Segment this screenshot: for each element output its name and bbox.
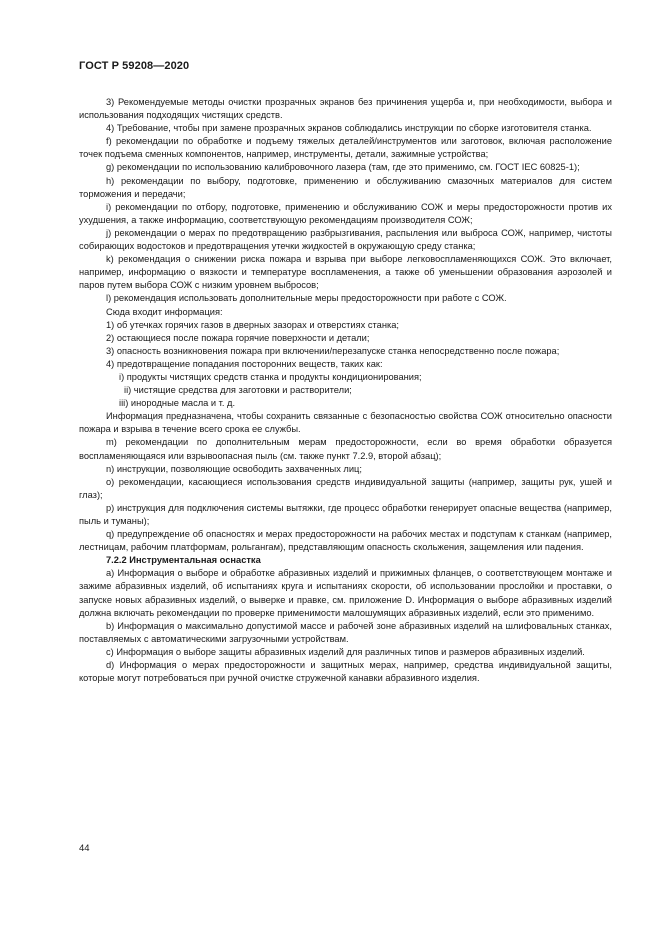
paragraph: o) рекомендации, касающиеся использования средств индивидуальной защиты (например, защиты рук, ушей и глаз); [79, 476, 612, 500]
paragraph: f) рекомендации по обработке и подъему тяжелых деталей/инструментов или заготовок, включая расположение точек подъема сменных компонентов, например, инструменты, детали, зажимные устройства; [79, 136, 612, 160]
document-body [79, 96, 612, 685]
paragraph: 1) об утечках горячих газов в дверных зазорах и отверстиях станка; [106, 319, 400, 330]
paragraph: d) Информация о мерах предосторожности и защитных мерах, например, средства индивидуальной защиты, которые могут потребоваться при ручной очистке стружечной канавки абразивного изделия. [79, 660, 612, 684]
paragraph: h) рекомендации по выбору, подготовке, применению и обслуживанию смазочных материалов для систем торможения и передачи; [79, 175, 612, 199]
paragraph: i) продукты чистящих средств станка и продукты кондиционирования; [119, 371, 422, 382]
paragraph: 2) остающиеся после пожара горячие поверхности и детали; [106, 332, 370, 343]
paragraph: ii) чистящие средства для заготовки и растворители; [124, 385, 352, 396]
paragraph: n) инструкции, позволяющие освободить захваченных лиц; [106, 463, 362, 474]
page-number: 44 [79, 843, 90, 854]
paragraph: g) рекомендации по использованию калибровочного лазера (там, где это применимо, см. ГОСТ IEC 60825-1); [106, 162, 580, 173]
paragraph: 4) Требование, чтобы при замене прозрачных экранов соблюдались инструкции по сборке изготовителя станка. [106, 123, 592, 134]
paragraph: q) предупреждение об опасностях и мерах предосторожности на рабочих местах и подступам к станкам (например, лестницам, рабочим платформам, рольгангам), представляющим опасность скольжения, защемления или падения. [79, 529, 612, 553]
paragraph: k) рекомендация о снижении риска пожара и взрыва при выборе легковоспламеняющихся СОЖ. Это включает, например, информацию о вязкости и температуре воспламенения, а также об уменьшении образования аэрозолей и паров путем выбора СОЖ с низким уровнем выбросов; [79, 254, 612, 291]
paragraph: Сюда входит информация: [106, 306, 223, 317]
paragraph: a) Информация о выборе и обработке абразивных изделий и прижимных фланцев, о соответствующем монтаже и зажиме абразивных изделий, об испытаниях круга и испытаниях скорости, об использовании прослойки и проставки, о запуске новых абразивных изделий, о выверке и правке, см. приложение D. Информация о выборе абразивных изделий должна включать рекомендации по проверке применимости малошумящих абразивных изделий, если это применимо. [79, 568, 612, 618]
paragraph: 4) предотвращение попадания посторонних веществ, таких как: [106, 358, 383, 369]
paragraph: iii) инородные масла и т. д. [119, 398, 236, 409]
paragraph: i) рекомендации по отбору, подготовке, применению и обслуживанию СОЖ и меры предосторожности против их ухудшения, а также информацию, соответствующую рекомендациям производителя СОЖ; [79, 201, 612, 225]
paragraph: c) Информация о выборе защиты абразивных изделий для различных типов и размеров абразивных изделий. [106, 646, 585, 657]
paragraph: 3) Рекомендуемые методы очистки прозрачных экранов без причинения ущерба и, при необходимости, выбора и использования подходящих чистящих средств. [79, 97, 612, 121]
paragraph: 3) опасность возникновения пожара при включении/перезапуске станка непосредственно после пожара; [106, 345, 560, 356]
paragraph: l) рекомендация использовать дополнительные меры предосторожности при работе с СОЖ. [106, 293, 507, 304]
paragraph: b) Информация о максимально допустимой массе и рабочей зоне абразивных изделий на шлифовальных станках, поставляемых с автоматическими загрузочными устройствам. [79, 620, 612, 644]
section-heading: 7.2.2 Инструментальная оснастка [106, 555, 261, 566]
paragraph: p) инструкция для подключения системы вытяжки, где процесс обработки генерирует опасные вещества (например, пыль и туманы); [79, 502, 612, 526]
standard-header: ГОСТ Р 59208—2020 [79, 60, 190, 72]
paragraph: j) рекомендации о мерах по предотвращению разбрызгивания, распыления или выброса СОЖ, например, чистоты собирающих водостоков и предотвращения утечки жидкостей в окружающую среду станка; [79, 227, 612, 252]
paragraph: Информация предназначена, чтобы сохранить связанные с безопасностью свойства СОЖ относительно опасности пожара и взрыва в течение всего срока ее службы. [79, 411, 612, 435]
paragraph: m) рекомендации по дополнительным мерам предосторожности, если во время обработки образуется воспламеняющаяся или взрывоопасная пыль (см. также пункт 7.2.9, второй абзац); [79, 437, 612, 461]
